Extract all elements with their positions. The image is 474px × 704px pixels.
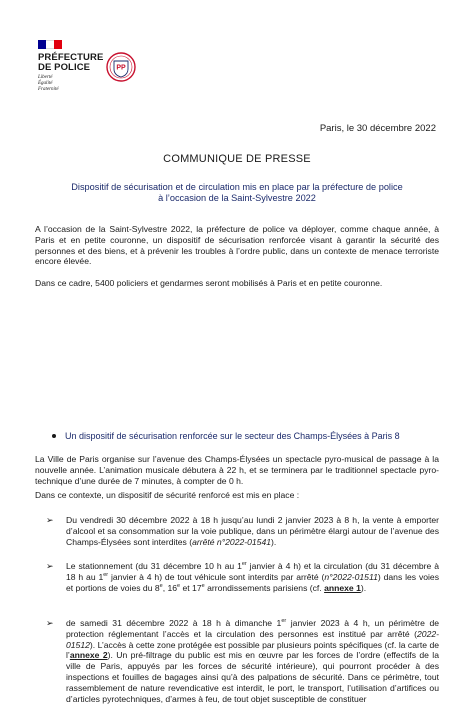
logo-line-1: PRÉFECTURE (38, 52, 104, 63)
subtitle-line-1: Dispositif de sécurisation et de circulation mis en place par la préfecture de police (71, 182, 403, 192)
item2-sup-5: e (201, 582, 205, 589)
bullet-icon (52, 434, 56, 438)
item2-sup-1: er (241, 561, 247, 568)
item2-text-b: janvier à 4 h) et la circulation (du 31 décembre à 18 h au 1 (66, 561, 439, 582)
item2-text-e: , 16 (162, 582, 178, 593)
item1-end: ). (271, 536, 277, 547)
arrow-bullet-icon: ➢ (46, 515, 54, 525)
mobilisation-paragraph: Dans ce cadre, 5400 policiers et gendarmes seront mobilisés à Paris et en petite couronne. (35, 278, 383, 288)
section-heading (52, 431, 400, 441)
item3-text-c: ). L’accès à cette zone protégée est possible par plusieurs points spécifiques (cf. la carte de l’ (66, 639, 439, 661)
motto-liberte: Liberté (38, 75, 53, 80)
item3-text-a: de samedi 31 décembre 2022 à 18 h à dimanche 1 (66, 618, 282, 628)
item3-annex-link[interactable]: annexe 2 (69, 650, 108, 661)
intro-paragraph: A l’occasion de la Saint-Sylvestre 2022, la préfecture de police va déployer, comme chaque année, à Paris et en petite couronne, un dispositif de sécurisation renforcée visant à garantir la sécurité des personnes et des biens, et à prévenir les troubles à l’ordre public, dans un contexte de menace terroriste encore élevée. (35, 224, 439, 267)
item2-text-f: et 17 (180, 582, 202, 593)
item2-text-c: janvier à 4 h) de tout véhicule sont interdits par arrêté ( (108, 571, 325, 582)
item2-text-d: ) dans les voies et portions de voies du 8 (66, 571, 440, 593)
item1-text: Du vendredi 30 décembre 2022 à 18 h jusqu’au lundi 2 janvier 2023 à 8 h, la vente à emporter d’alcool et sa consommation sur la voie publique, dans un périmètre élargi autour de l’avenue des Champs-Élysées sont interdites ( (66, 515, 439, 547)
french-flag-icon (38, 40, 62, 49)
logo-line-2: DE POLICE (38, 62, 91, 73)
item2-decree-ref: n°2022-01511 (324, 571, 378, 582)
item2-sup-4: e (177, 582, 181, 589)
item3-text-b: janvier 2023 à 4 h, un périmètre de protection réglementant l’accès et la circulation des personnes est institué par arrêté ( (66, 618, 439, 639)
prefecture-logo (38, 40, 103, 93)
list-item (46, 515, 439, 547)
republic-motto (38, 75, 103, 93)
item2-text-h: ). (360, 582, 367, 593)
item2-text-a: Le stationnement (du 31 décembre 10 h au 1 (66, 561, 242, 571)
subtitle (60, 182, 414, 204)
subtitle-line-2: à l’occasion de la Saint-Sylvestre 2022 (158, 193, 316, 203)
item2-text-g: arrondissements parisiens (cf. (204, 582, 325, 593)
item2-annex-link[interactable]: annexe 1 (324, 582, 361, 593)
motto-egalite: Égalité (38, 81, 53, 86)
item3-decree-ref: 2022-01512 (66, 628, 439, 650)
list-item (46, 561, 440, 593)
arrow-bullet-icon: ➢ (46, 561, 54, 571)
logo-title (38, 53, 103, 73)
event-paragraph: La Ville de Paris organise sur l’avenue des Champs-Élysées un spectacle pyro-musical de passage à la nouvelle année. L’animation musicale débutera à 22 h, et se terminera par le traditionnel spectacle pyro-technique d’une durée de 7 minutes, à compter de 0 h. (35, 454, 439, 486)
motto-fraternite: Fraternité (38, 87, 59, 92)
arrow-bullet-icon: ➢ (46, 618, 54, 628)
item3-sup-1: er (281, 618, 287, 625)
list-item (46, 618, 439, 704)
item1-decree-ref: arrêté n°2022-01541 (192, 536, 272, 547)
item2-sup-2: er (103, 571, 109, 578)
seal-letters: PP (116, 64, 126, 72)
section-heading-text: Un dispositif de sécurisation renforcée sur le secteur des Champs-Élysées à Paris 8 (65, 431, 400, 441)
page-title: COMMUNIQUE DE PRESSE (163, 153, 311, 165)
date-line: Paris, le 30 décembre 2022 (319, 123, 436, 134)
context-paragraph: Dans ce contexte, un dispositif de sécurité renforcé est mis en place : (35, 490, 300, 500)
item3-text-d: ). Un pré-filtrage du public est mis en œuvre par les forces de l’ordre (effectifs de la ville de Paris, appuyés par les forces de sécurité intérieure), qui pourront procéder à des inspections et fouilles de bagages ainsi qu’à des palpations de sécurité. Dans ce périmètre, tout rassemblement de nature revendicative est interdit, le port, le transport, l’utilisation d’artifices ou d’articles pyrotechniques, d’armes à feu, de tout objet susceptible de constituer (66, 650, 439, 704)
prefecture-seal-icon (106, 52, 136, 82)
item2-sup-3: e (159, 582, 163, 589)
